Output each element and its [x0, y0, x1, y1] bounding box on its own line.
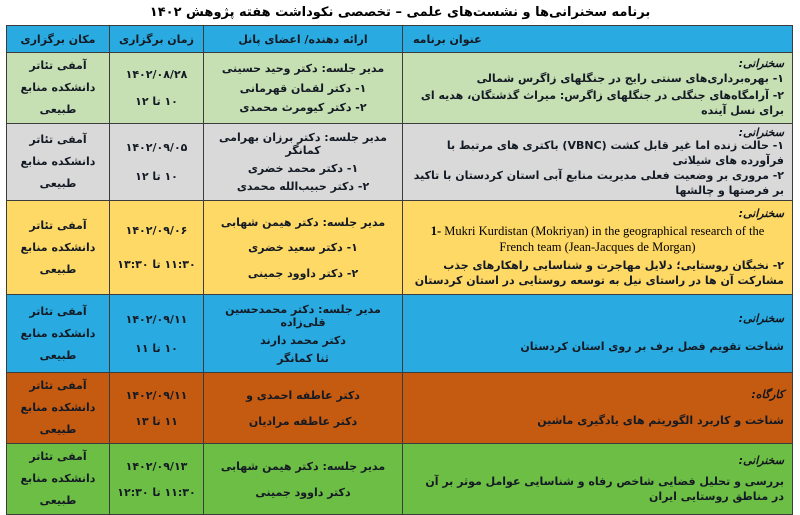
program-title-cell — [403, 53, 793, 124]
table-row — [7, 201, 793, 295]
column-header-program-title: عنوان برنامه — [403, 26, 793, 53]
program-item: ۲- مروری بر وضعیت فعلی مدیریت منابع آبی استان کردستان با تاکید بر فرصتها و چالشها — [413, 168, 784, 197]
time-cell — [110, 53, 204, 124]
location-cell — [7, 295, 110, 373]
time-cell — [110, 201, 204, 295]
location-cell — [7, 201, 110, 295]
program-item: ۱- حالت زنده اما غیر قابل کشت (VBNC) باکتری های مرتبط با فرآورده های شیلاتی — [446, 139, 784, 167]
panel-cell — [204, 201, 403, 295]
program-item: ۲- آرامگاه‌های جنگلی در جنگلهای زاگرس: میراث گذشتگان، هدیه ای برای نسل آینده — [420, 89, 784, 118]
program-title-cell — [403, 444, 793, 515]
time-cell — [110, 124, 204, 201]
panel-cell — [204, 124, 403, 201]
session-type-label: کارگاه: — [751, 388, 784, 402]
program-item: ۱- بهره‌برداری‌های سنتی رایج در جنگلهای زاگرس شمالی — [476, 72, 784, 86]
panel-cell — [204, 444, 403, 515]
session-date: ۱۴۰۲/۰۹/۱۱ — [125, 388, 188, 402]
location-cell — [7, 53, 110, 124]
session-type-label: سخنرانی: — [738, 454, 784, 468]
table-row — [7, 124, 793, 201]
time-cell — [110, 444, 204, 515]
session-date: ۱۴۰۲/۰۹/۱۱ — [125, 313, 188, 327]
session-type-label: سخنرانی: — [738, 126, 784, 139]
panel-member: ۱- دکتر سعید خضری — [248, 241, 358, 255]
session-type-label: سخنرانی: — [738, 57, 784, 71]
panel-member: دکتر محمد دارند — [260, 333, 346, 347]
time-cell — [110, 295, 204, 373]
panel-member: ۲- دکتر حبیب‌الله محمدی — [236, 180, 370, 194]
panel-member: ثنا کمانگر — [277, 352, 329, 366]
panel-member: ۲- دکتر کیومرث محمدی — [239, 101, 367, 115]
panel-member: ۱- دکتر لقمان قهرمانی — [239, 81, 367, 95]
table-header-row — [7, 26, 793, 53]
column-header-panel: ارائه دهنده/ اعضای پانل — [204, 26, 403, 53]
panel-member: مدیر جلسه: دکتر وحید حسینی — [221, 61, 385, 75]
panel-member: مدیر جلسه: دکتر برزان بهرامی کمانگر — [219, 131, 387, 158]
session-hours: ۱۱:۳۰ تا ۱۳:۳۰ — [117, 258, 196, 272]
location-cell — [7, 444, 110, 515]
session-date: ۱۴۰۲/۰۹/۱۳ — [125, 459, 188, 473]
panel-member: دکتر عاطفه مرادیان — [248, 415, 358, 429]
panel-member: دکتر عاطفه احمدی و — [246, 388, 360, 402]
session-hours: ۱۱ تا ۱۳ — [135, 415, 178, 429]
session-date: ۱۴۰۲/۰۸/۲۸ — [125, 68, 188, 82]
session-hours: ۱۰ تا ۱۱ — [135, 341, 178, 355]
program-item: 1- Mukri Kurdistan (Mokriyan) in the geographical research of the French team (Jean-Jacques de Morgan) — [430, 223, 765, 254]
panel-cell — [204, 295, 403, 373]
session-date: ۱۴۰۲/۰۹/۰۵ — [125, 141, 188, 155]
session-hours: ۱۰ تا ۱۲ — [135, 169, 178, 183]
program-item: شناخت و کاربرد الگوریتم های یادگیری ماشین — [537, 413, 784, 427]
program-title-cell — [403, 201, 793, 295]
panel-member: مدیر جلسه: دکتر محمدحسین قلی‌زاده — [225, 302, 381, 329]
session-hours: ۱۱:۳۰ تا ۱۲:۳۰ — [117, 486, 196, 500]
program-title-cell — [403, 124, 793, 201]
location-cell — [7, 124, 110, 201]
session-location: آمفی تئاتر دانشکده منابع طبیعی — [20, 59, 96, 116]
session-hours: ۱۰ تا ۱۲ — [135, 94, 178, 108]
program-item: بررسی و تحلیل فضایی شاخص رفاه و شناسایی عوامل موثر بر آن در مناطق روستایی ایران — [425, 474, 784, 503]
session-location: آمفی تئاتر دانشکده منابع طبیعی — [20, 450, 96, 508]
column-header-location: مکان برگزاری — [7, 26, 110, 53]
program-title-cell — [403, 373, 793, 444]
time-cell — [110, 373, 204, 444]
panel-member: ۲- دکتر داوود جمینی — [247, 266, 359, 280]
table-row — [7, 373, 793, 444]
panel-member: دکتر داوود جمینی — [255, 486, 351, 500]
panel-member: مدیر جلسه: دکتر هیمن شهابی — [220, 459, 386, 473]
table-row — [7, 53, 793, 124]
panel-member: مدیر جلسه: دکتر هیمن شهابی — [220, 215, 386, 229]
session-location: آمفی تئاتر دانشکده منابع طبیعی — [20, 218, 96, 276]
session-date: ۱۴۰۲/۰۹/۰۶ — [125, 224, 188, 238]
table-row — [7, 444, 793, 515]
table-row — [7, 295, 793, 373]
program-title-cell — [403, 295, 793, 373]
session-type-label: سخنرانی: — [738, 312, 784, 326]
session-location: آمفی تئاتر دانشکده منابع طبیعی — [20, 379, 96, 437]
page-title: برنامه سخنرانی‌ها و نشست‌های علمی – تخصصی نکوداشت هفته پژوهش ۱۴۰۲ — [149, 5, 651, 20]
column-header-time: زمان برگزاری — [110, 26, 204, 53]
panel-cell — [204, 373, 403, 444]
schedule-table — [6, 25, 793, 515]
panel-member: ۱- دکتر محمد خضری — [247, 162, 359, 176]
session-location: آمفی تئاتر دانشکده منابع طبیعی — [20, 304, 96, 362]
location-cell — [7, 373, 110, 444]
panel-cell — [204, 53, 403, 124]
session-type-label: سخنرانی: — [738, 207, 784, 221]
program-item: شناخت تقویم فصل برف بر روی استان کردستان — [520, 340, 784, 354]
program-item: ۲- نخبگان روستایی؛ دلایل مهاجرت و شناسایی راهکارهای جذب مشارکت آن ها در راستای نیل به توسعه روستایی در استان کردستان — [414, 258, 784, 287]
session-location: آمفی تئاتر دانشکده منابع طبیعی — [20, 133, 96, 191]
